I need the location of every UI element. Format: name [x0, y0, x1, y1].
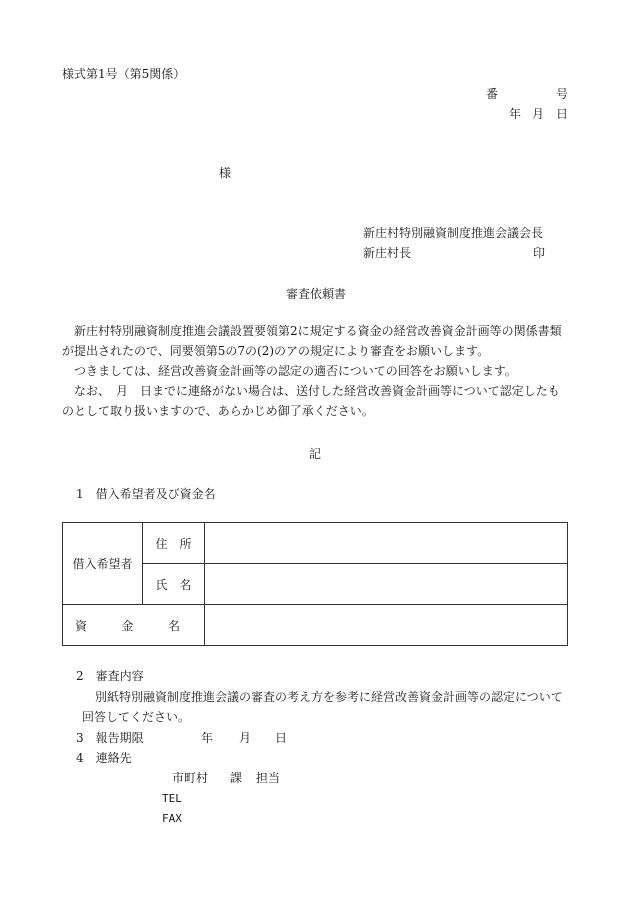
section1-heading: 1 借入希望者及び資金名	[76, 487, 216, 501]
section3-tsuki: 月	[239, 731, 252, 745]
section3-nen: 年	[201, 731, 214, 745]
sender-line1: 新庄村特別融資制度推進会議会長	[363, 226, 544, 240]
addressee-sama: 様	[219, 166, 232, 180]
form-number: 様式第1号（第5関係）	[62, 67, 186, 81]
sender-seal: 印	[533, 246, 546, 260]
body-paragraph-3: なお、 月 日までに連絡がない場合は、送付した経営改善資金計画等について認定したものとして取り扱いますので、あらかじめ御了承ください。	[62, 384, 560, 418]
applicant-label-cell	[63, 523, 143, 605]
section2-text-line1: 別紙特別融資制度推進会議の審査の考え方を参考に経営改善資金計画等の認定について	[95, 690, 563, 704]
fund-label-2: 金	[121, 618, 134, 633]
section3-heading: 3 報告期限	[76, 731, 144, 745]
sender-line2: 新庄村長	[363, 246, 412, 260]
section2-text-line2: 回答してください。	[82, 710, 191, 724]
address-value-cell[interactable]	[205, 523, 568, 564]
body-paragraph-1: 新庄村特別融資制度推進会議設置要領第2に規定する資金の経営改善資金計画等の関係書類が提出されたので、同要領第5の7の(2)のアの規定により審査をお願いします。	[62, 324, 562, 358]
document-title: 審査依頼書	[286, 287, 347, 301]
contact-ka: 課	[230, 771, 243, 785]
date-nen: 年	[509, 107, 522, 121]
applicant-table	[62, 522, 568, 646]
body-paragraph-2: つきましては、経営改善資金計画等の認定の適否についての回答をお願いします。	[74, 364, 517, 378]
body-text	[62, 321, 570, 421]
contact-tel: TEL	[162, 792, 182, 805]
date-tsuki: 月	[532, 107, 545, 121]
fund-label-cell	[63, 605, 205, 646]
address-label-cell	[143, 523, 205, 564]
contact-tanto: 担当	[256, 771, 281, 785]
name-label: 氏 名	[155, 577, 192, 592]
section4-heading: 4 連絡先	[76, 751, 132, 765]
ref-go: 号	[556, 87, 569, 101]
ki-heading: 記	[309, 447, 322, 461]
fund-label-3: 名	[167, 618, 180, 633]
contact-municipality: 市町村	[172, 771, 209, 785]
ref-ban: 番	[486, 87, 499, 101]
name-label-cell	[143, 564, 205, 605]
address-label: 住 所	[155, 536, 192, 551]
date-hi: 日	[556, 107, 569, 121]
contact-fax: FAX	[162, 812, 182, 825]
fund-value-cell[interactable]	[205, 605, 568, 646]
section3-hi: 日	[275, 731, 288, 745]
name-value-cell[interactable]	[205, 564, 568, 605]
fund-label-1: 資	[75, 618, 88, 633]
section2-heading: 2 審査内容	[76, 669, 144, 683]
applicant-label: 借入希望者	[72, 557, 133, 571]
